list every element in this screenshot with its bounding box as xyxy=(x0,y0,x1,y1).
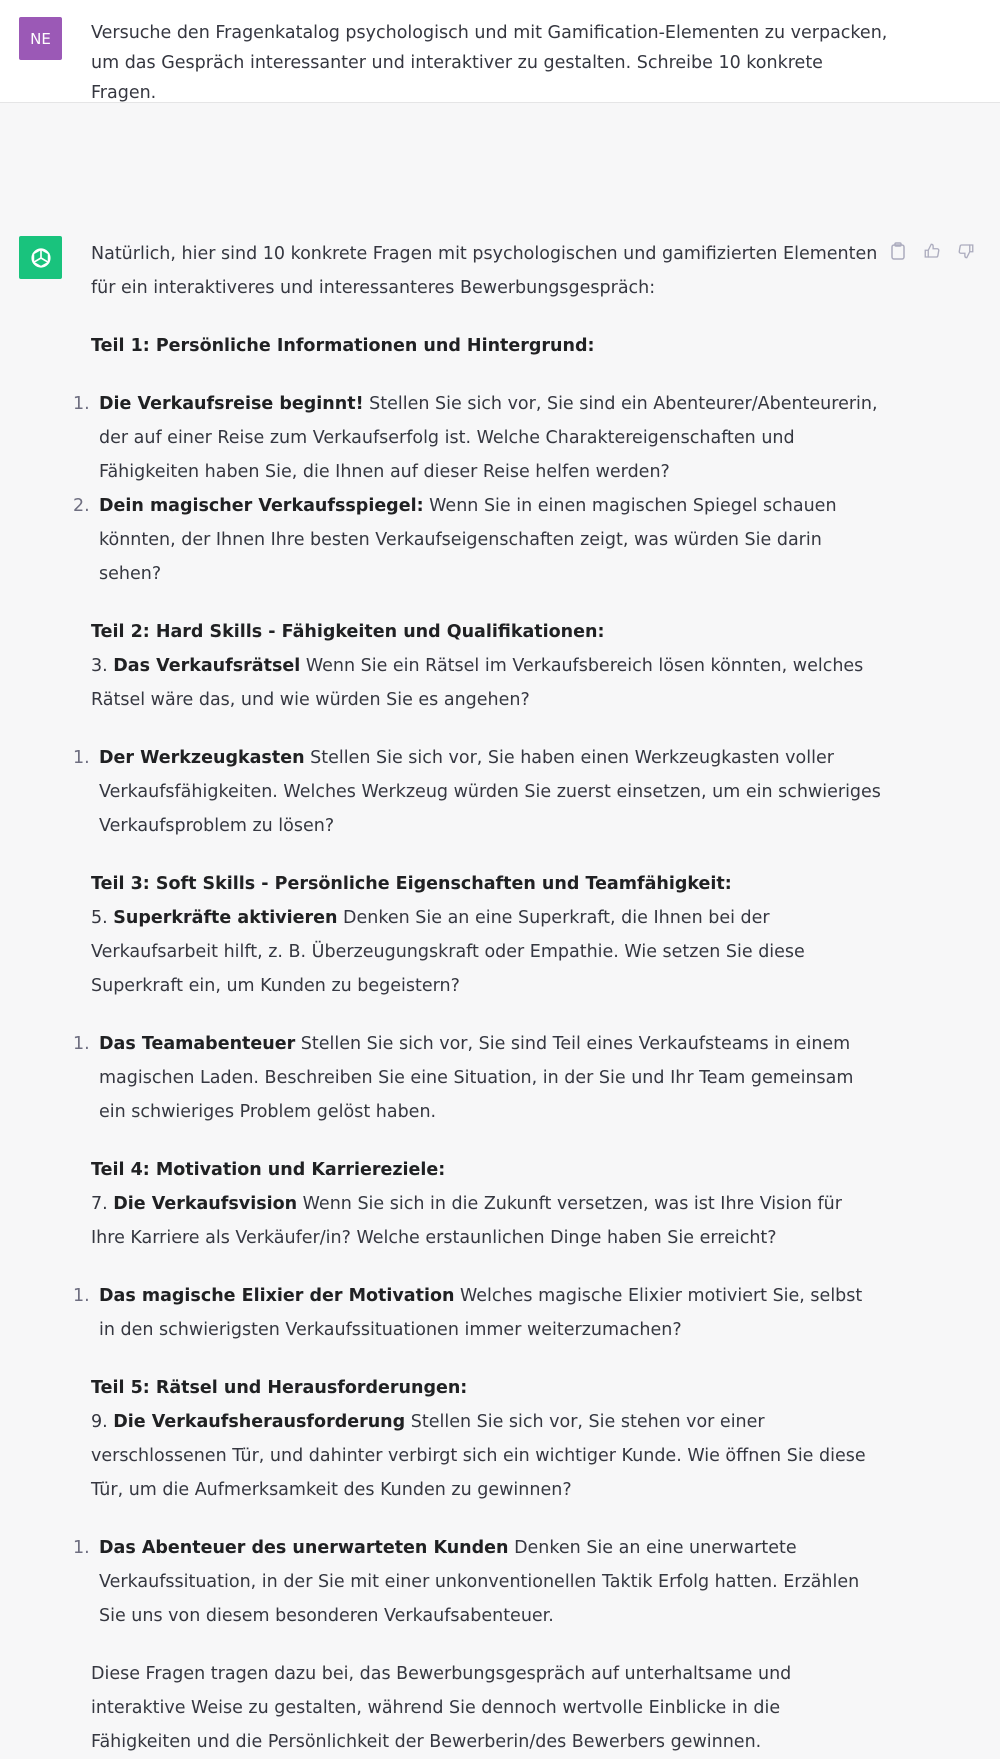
assistant-message-text xyxy=(73,237,881,1759)
list-number: 1. xyxy=(73,1286,90,1306)
list-number: 3. xyxy=(91,656,108,676)
question-title: Der Werkzeugkasten xyxy=(99,748,305,768)
user-message-text: Versuche den Fragenkatalog psychologisch und mit Gamification-Elementen zu verpacken, um das Gespräch interessanter und interaktiver zu gestalten. Schreibe 10 konkrete Fragen. xyxy=(91,23,888,103)
question-text: Wenn Sie sich in die Zukunft versetzen, was ist Ihre Vision für Ihre Karriere als Verkäufer/in? Welche erstaunlichen Dinge haben Sie erreicht? xyxy=(91,1194,842,1248)
thumbs-down-icon xyxy=(957,242,975,260)
question-title: Superkräfte aktivieren xyxy=(113,908,338,928)
question-item xyxy=(91,1405,881,1507)
question-text: Stellen Sie sich vor, Sie sind ein Abenteurer/Abenteurerin, der auf einer Reise zum Verkaufserfolg ist. Welche Charaktereigenschaften und Fähigkeiten haben Sie, die Ihnen auf dieser Reise helfen werden? xyxy=(99,394,878,482)
list-number: 2. xyxy=(73,496,90,516)
list-number: 1. xyxy=(73,394,90,414)
question-title: Dein magischer Verkaufsspiegel: xyxy=(99,496,424,516)
user-message-row xyxy=(0,0,1000,103)
question-item xyxy=(73,1279,881,1347)
question-text: Welches magische Elixier motiviert Sie, selbst in den schwierigsten Verkaufssituationen immer weiterzumachen? xyxy=(99,1286,863,1340)
section-heading-2: Teil 2: Hard Skills - Fähigkeiten und Qualifikationen: xyxy=(91,622,605,642)
question-text: Wenn Sie ein Rätsel im Verkaufsbereich lösen könnten, welches Rätsel wäre das, und wie würden Sie es angehen? xyxy=(91,656,864,710)
list-number: 1. xyxy=(73,1034,90,1054)
question-item xyxy=(73,489,881,591)
question-title: Die Verkaufsvision xyxy=(113,1194,298,1214)
list-number: 9. xyxy=(91,1412,108,1432)
question-text: Denken Sie an eine Superkraft, die Ihnen bei der Verkaufsarbeit hilft, z. B. Überzeugungskraft oder Empathie. Wie setzen Sie diese Superkraft ein, um Kunden zu begeistern? xyxy=(91,908,805,996)
list-number: 5. xyxy=(91,908,108,928)
section-heading-1: Teil 1: Persönliche Informationen und Hintergrund: xyxy=(91,336,595,356)
thumbs-up-button[interactable] xyxy=(922,241,942,261)
question-item xyxy=(91,901,881,1003)
question-title: Das Abenteuer des unerwarteten Kunden xyxy=(99,1538,509,1558)
question-text: Stellen Sie sich vor, Sie haben einen Werkzeugkasten voller Verkaufsfähigkeiten. Welches Werkzeug würden Sie zuerst einsetzen, um ein schwieriges Verkaufsproblem zu lösen? xyxy=(99,748,881,836)
question-title: Das magische Elixier der Motivation xyxy=(99,1286,455,1306)
question-item xyxy=(73,741,881,843)
question-item xyxy=(91,1187,881,1255)
user-avatar: NE xyxy=(19,17,62,60)
message-actions xyxy=(888,241,976,261)
question-title: Die Verkaufsreise beginnt! xyxy=(99,394,364,414)
question-title: Das Verkaufsrätsel xyxy=(113,656,301,676)
list-number: 1. xyxy=(73,748,90,768)
list-number: 1. xyxy=(73,1538,90,1558)
question-title: Das Teamabenteuer xyxy=(99,1034,296,1054)
assistant-avatar xyxy=(19,236,62,279)
question-item xyxy=(73,387,881,489)
question-text: Stellen Sie sich vor, Sie sind Teil eines Verkaufsteams in einem magischen Laden. Beschreiben Sie eine Situation, in der Sie und Ihr Team gemeinsam ein schwieriges Problem gelöst haben. xyxy=(99,1034,854,1122)
question-item xyxy=(73,1027,881,1129)
question-text: Denken Sie an eine unerwartete Verkaufssituation, in der Sie mit einer unkonventionellen Taktik Erfolg hatten. Erzählen Sie uns von diesem besonderen Verkaufsabenteuer. xyxy=(99,1538,860,1626)
question-title: Die Verkaufsherausforderung xyxy=(113,1412,406,1432)
copy-button[interactable] xyxy=(888,241,908,261)
question-text: Wenn Sie in einen magischen Spiegel schauen könnten, der Ihnen Ihre besten Verkaufseigenschaften zeigt, was würden Sie darin sehen? xyxy=(99,496,837,584)
question-item xyxy=(73,1531,881,1633)
copy-icon xyxy=(890,242,906,260)
openai-logo-icon xyxy=(27,244,55,272)
outro-text: Diese Fragen tragen dazu bei, das Bewerbungsgespräch auf unterhaltsame und interaktive Weise zu gestalten, während Sie dennoch wertvolle Einblicke in die Fähigkeiten und die Persönlichkeit der Bewerberin/des Bewerbers gewinnen. xyxy=(91,1664,792,1752)
question-text: Stellen Sie sich vor, Sie stehen vor einer verschlossenen Tür, und dahinter verbirgt sich ein wichtiger Kunde. Wie öffnen Sie diese Tür, um die Aufmerksamkeit des Kunden zu gewinnen? xyxy=(91,1412,866,1500)
intro-text: Natürlich, hier sind 10 konkrete Fragen mit psychologischen und gamifizierten Elementen für ein interaktiveres und interessanteres Bewerbungsgespräch: xyxy=(91,244,878,298)
section-heading-5: Teil 5: Rätsel und Herausforderungen: xyxy=(91,1378,468,1398)
thumbs-down-button[interactable] xyxy=(956,241,976,261)
question-item xyxy=(91,649,881,717)
section-heading-4: Teil 4: Motivation und Karriereziele: xyxy=(91,1160,446,1180)
list-number: 7. xyxy=(91,1194,108,1214)
thumbs-up-icon xyxy=(923,242,941,260)
section-heading-3: Teil 3: Soft Skills - Persönliche Eigenschaften und Teamfähigkeit: xyxy=(91,874,732,894)
